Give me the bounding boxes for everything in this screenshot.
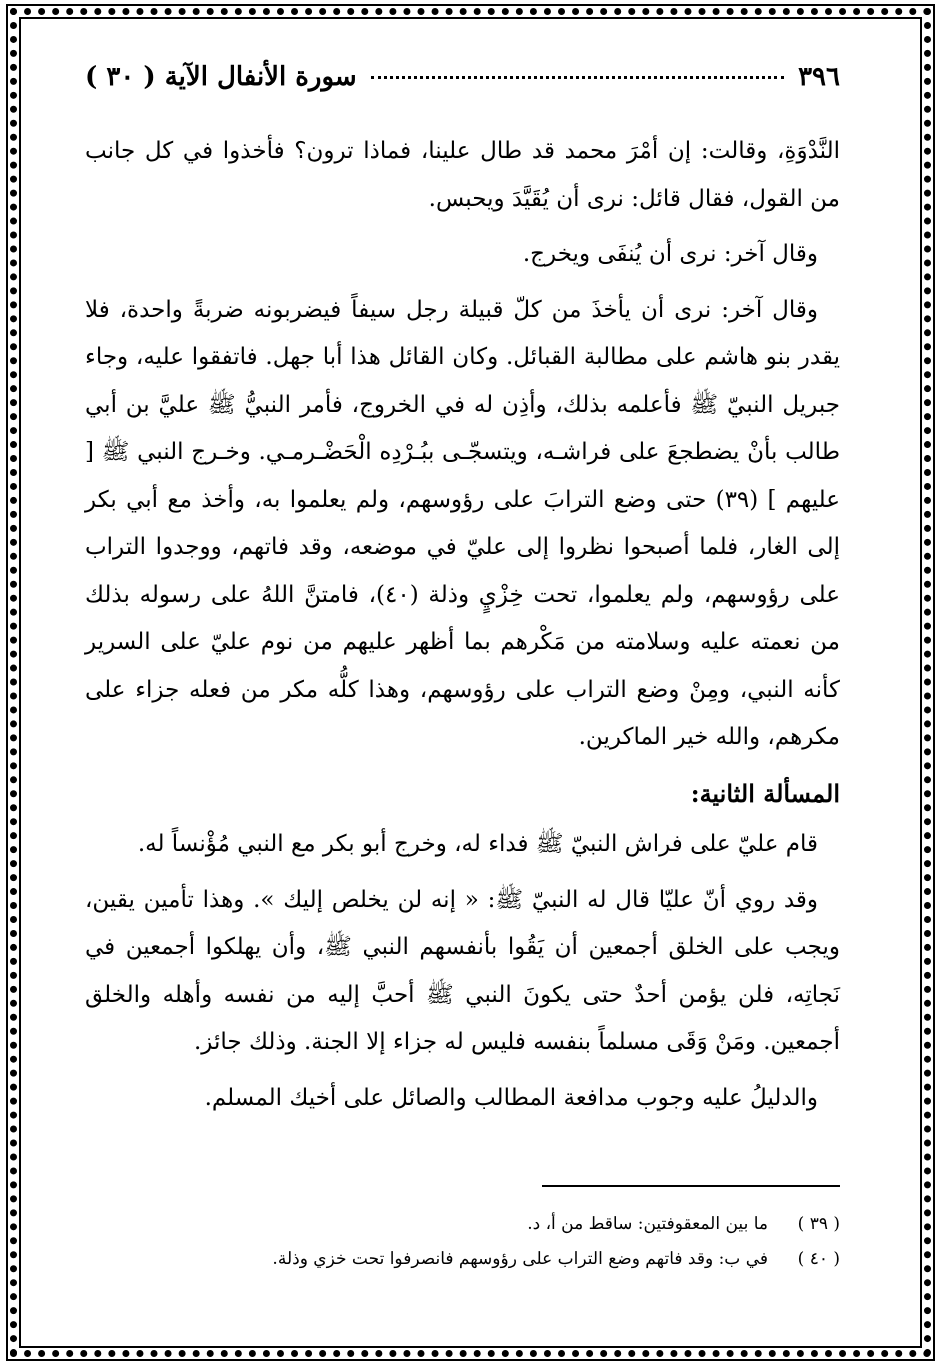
paragraph: والدليلُ عليه وجوب مدافعة المطالب والصائل على أخيك المسلم.	[204, 1084, 818, 1111]
page-number: ٣٩٦	[798, 62, 840, 92]
paragraph: وقد روي أنّ عليّا قال له النبيّ ﷺ: « إنه لن يخلص إليك ». وهذا تأمين يقين، ويجب على الخلق أجمعين أن يَقُوا بأنفسهم النبي ﷺ، وأن يهلكوا أجمعين في نَجاتِه، فلن يؤمن أحدٌ حتى يكونَ النبي ﷺ أحبَّ إليه من نفسه وأهله والخلق أجمعين. ومَنْ وَقَى مسلماً بنفسه فليس له جزاء إلا الجنة. وذلك جائز.	[85, 886, 840, 1055]
running-header	[85, 62, 840, 110]
paragraph: النَّدْوَةِ، وقالت: إن أمْرَ محمد قد طال علينا، فماذا ترون؟ فأخذوا في كل جانب من القول، فقال قائل: نرى أن يُقَيَّدَ ويحبس.	[85, 138, 840, 212]
footnote-separator	[542, 1185, 840, 1187]
paragraph: قام عليّ على فراش النبيّ ﷺ فداء له، وخرج أبو بكر مع النبي مُؤْنساً له.	[137, 831, 818, 857]
footnote-number: ( ٤٠ )	[797, 1249, 840, 1269]
footnote	[85, 1207, 840, 1242]
footnote-text: في ب: وقد فاتهم وضع التراب على رؤوسهم فانصرفوا تحت خزي وذلة.	[272, 1249, 768, 1269]
section-heading: المسألة الثانية:	[690, 778, 840, 808]
body-text	[85, 128, 840, 1122]
footnotes	[85, 1207, 840, 1277]
paragraph: وقال آخر: نرى أن يُنفَى ويخرج.	[522, 241, 818, 267]
paragraph: وقال آخر: نرى أن يأخذَ من كلّ قبيلة رجل سيفاً فيضربونه ضربةً واحدة، فلا يقدر بنو هاشم على مطالبة القبائل. وكان القائل هذا أبا جهل. فاتفقوا عليه، وجاء جبريل النبيّ ﷺ فأعلمه بذلك، وأذِن له في الخروج، فأمر النبيُّ ﷺ عليَّ بن أبي طالب بأنْ يضطجعَ على فراشـه، ويتسجّـى ببُـرْدِه الْحَضْـرمـي. وخـرج النبي ﷺ [ عليهم ] (٣٩) حتى وضع الترابَ على رؤوسهم، ولم يعلموا به، وأخذ مع أبي بكر إلى الغار، فلما أصبحوا نظروا إلى عليّ في موضعه، وقد فاتهم، ووجدوا التراب على رؤوسهم، ولم يعلموا، تحت خِزْيٍ وذلة (٤٠)، فامتنَّ اللهُ على رسوله بذلك من نعمته عليه وسلامته من مَكْرهم بما أظهر عليهم من نوم عليّ على السرير كأنه النبي، ومِنْ وضع التراب على رؤوسهم، وهذا كلُّه مكر من فعله جزاء على مكرهم، والله خير الماكرين.	[85, 296, 840, 750]
header-leader-dots	[371, 76, 784, 79]
footnote-text: ما بين المعقوفتين: ساقط من أ، د.	[527, 1214, 768, 1234]
surah-title: سورة الأنفال الآية ( ٣٠ )	[85, 62, 357, 92]
footnote	[85, 1242, 840, 1277]
book-page	[85, 62, 840, 1292]
footnote-number: ( ٣٩ )	[797, 1214, 840, 1234]
